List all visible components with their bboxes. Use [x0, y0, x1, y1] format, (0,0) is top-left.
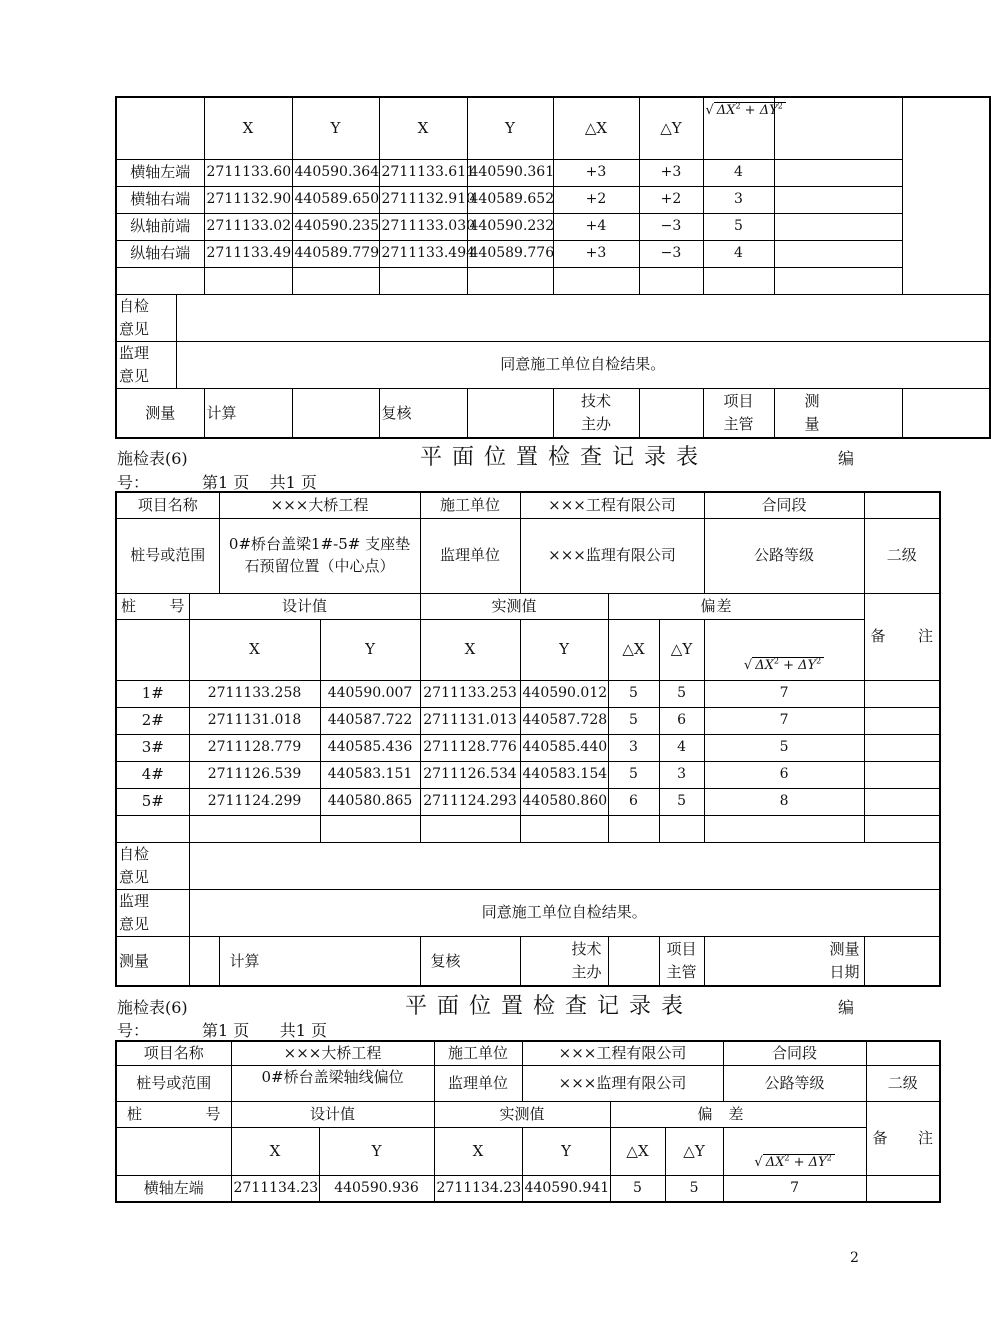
measured-label: 实测值	[420, 593, 608, 619]
sub-header-row	[116, 1127, 940, 1175]
cell: 440580.865	[320, 788, 420, 815]
cell: 5	[704, 734, 864, 761]
design-label: 设计值	[231, 1101, 434, 1127]
cell: 2711128.776	[420, 734, 520, 761]
cell: 5	[659, 680, 704, 707]
table1	[115, 96, 991, 439]
sub-header: X	[420, 619, 520, 680]
table1-sub-header: X	[204, 97, 292, 159]
sign-measure: 测量	[116, 388, 204, 438]
supervision-label: 监理 意见	[116, 341, 176, 388]
cell: 7	[704, 707, 864, 734]
cell: 3	[608, 734, 659, 761]
pile-label: 桩 号	[116, 593, 189, 619]
cell: 2711133.60	[204, 159, 292, 186]
sign-blank	[902, 388, 990, 438]
measured-label: 实测值	[434, 1101, 610, 1127]
sub-header: Y	[522, 1127, 610, 1175]
self-check-row	[116, 842, 940, 889]
sub-header: X	[434, 1127, 522, 1175]
formula: √ $\Delta X^2 + \Delta Y^2$	[754, 1154, 834, 1170]
cell	[864, 761, 940, 788]
station-label: 桩号或范围	[116, 1065, 231, 1101]
info-row	[116, 492, 940, 518]
table-row	[116, 707, 940, 734]
cell: 5	[659, 788, 704, 815]
cell: 2711131.013	[420, 707, 520, 734]
cell	[864, 707, 940, 734]
sign-measure2: 测 量	[774, 388, 902, 438]
hao-label: 号：	[117, 1021, 150, 1040]
table-row	[116, 788, 940, 815]
supervision-unit: ×××监理有限公司	[522, 1065, 723, 1101]
row-label: 纵轴前端	[116, 213, 204, 240]
page-info: 第1 页 共1 页	[202, 473, 317, 492]
hao-label: 号：	[117, 473, 150, 492]
cell: 2711134.23	[434, 1175, 522, 1202]
cell	[866, 1175, 940, 1202]
cell: 2711132.910	[379, 186, 467, 213]
cell: +3	[553, 240, 639, 267]
cell: 4	[703, 240, 774, 267]
group-header-row	[116, 1101, 940, 1127]
sub-header-row	[116, 619, 940, 680]
cell: 440589.776	[467, 240, 553, 267]
sub-header: Y	[520, 619, 608, 680]
cell: 2711133.02	[204, 213, 292, 240]
cell	[864, 734, 940, 761]
table-row	[116, 761, 940, 788]
group-header-row	[116, 593, 940, 619]
construction-unit-label: 施工单位	[420, 492, 520, 518]
cell: 440590.936	[319, 1175, 434, 1202]
signature-row	[116, 936, 940, 986]
cell: 2711133.030	[379, 213, 467, 240]
info-row	[116, 1065, 940, 1101]
table-row	[116, 1175, 940, 1202]
pile-cell: 3#	[116, 734, 189, 761]
sign-blank	[189, 936, 219, 986]
cell: 8	[704, 788, 864, 815]
sign-date: 测量 日期	[704, 936, 864, 986]
supervision-text: 同意施工单位自检结果。	[176, 341, 990, 388]
sign-blank	[608, 936, 659, 986]
info-row	[116, 518, 940, 593]
sub-header: X	[189, 619, 320, 680]
remark-label: 备 注	[864, 593, 940, 680]
supervision-unit-label: 监理单位	[434, 1065, 522, 1101]
table1-sub-header: Y	[292, 97, 379, 159]
row-label: 纵轴右端	[116, 240, 204, 267]
sign-calc: 计算	[219, 936, 420, 986]
cell: 2711126.534	[420, 761, 520, 788]
sub-header: Y	[320, 619, 420, 680]
form-number: 施检表(6)	[117, 998, 188, 1017]
table1-blank	[774, 97, 902, 159]
cell: 2711124.293	[420, 788, 520, 815]
cell: 440583.154	[520, 761, 608, 788]
table1-sub-header: Y	[467, 97, 553, 159]
table-row	[116, 267, 990, 294]
construction-unit: ×××工程有限公司	[522, 1041, 723, 1065]
formula-cell	[704, 619, 864, 680]
cell: 6	[608, 788, 659, 815]
cell	[774, 213, 902, 240]
remark-label: 备 注	[866, 1101, 940, 1175]
cell: 2711133.611	[379, 159, 467, 186]
contract-label: 合同段	[704, 492, 864, 518]
sign-blank	[864, 936, 940, 986]
cell: 440590.232	[467, 213, 553, 240]
construction-unit-label: 施工单位	[434, 1041, 522, 1065]
cell: 6	[704, 761, 864, 788]
formula: √ $\Delta X^2 + \Delta Y^2$	[706, 102, 786, 118]
page-info: 第1 页 共1 页	[202, 1021, 328, 1040]
sign-review: 复核	[379, 388, 467, 438]
pile-label: 桩 号	[116, 1101, 231, 1127]
cell: 440590.007	[320, 680, 420, 707]
station-label: 桩号或范围	[116, 518, 219, 593]
sign-blank	[639, 388, 703, 438]
sub-header: Y	[319, 1127, 434, 1175]
cell	[774, 159, 902, 186]
page-title: 平面位置检查记录表	[420, 445, 709, 470]
cell: 440585.436	[320, 734, 420, 761]
table-row	[116, 680, 940, 707]
sub-header: △X	[608, 619, 659, 680]
cell: +3	[553, 159, 639, 186]
cell: 440585.440	[520, 734, 608, 761]
cell: 6	[659, 707, 704, 734]
self-check-row	[116, 294, 990, 341]
table-row	[116, 159, 990, 186]
cell: +2	[639, 186, 703, 213]
supervision-label: 监理 意见	[116, 889, 189, 936]
form3-table	[115, 1040, 941, 1203]
cell	[774, 240, 902, 267]
supervision-unit: ×××监理有限公司	[520, 518, 704, 593]
sub-header: X	[231, 1127, 319, 1175]
sign-review: 复核	[420, 936, 520, 986]
cell: 440590.361	[467, 159, 553, 186]
table-row	[116, 734, 940, 761]
cell: 2711133.258	[189, 680, 320, 707]
cell: 2711124.299	[189, 788, 320, 815]
cell: 440590.235	[292, 213, 379, 240]
row-label: 横轴左端	[116, 159, 204, 186]
road-grade: 二级	[864, 518, 940, 593]
cell	[774, 186, 902, 213]
cell: 2711132.90	[204, 186, 292, 213]
cell: +3	[639, 159, 703, 186]
cell: 3	[703, 186, 774, 213]
sub-header: △Y	[659, 619, 704, 680]
formula: √ $\Delta X^2 + \Delta Y^2$	[744, 657, 824, 673]
cell: 440590.364	[292, 159, 379, 186]
cell: 440589.779	[292, 240, 379, 267]
self-check-label: 自检 意见	[116, 842, 189, 889]
cell: 5	[608, 761, 659, 788]
construction-unit: ×××工程有限公司	[520, 492, 704, 518]
form-number: 施检表(6)	[117, 449, 188, 468]
table1-block	[115, 96, 991, 439]
sign-measure: 测量	[116, 936, 189, 986]
sub-header: △Y	[665, 1127, 723, 1175]
table1-sub-header: X	[379, 97, 467, 159]
cell: 440580.860	[520, 788, 608, 815]
form2-block	[115, 491, 941, 987]
cell: 4	[703, 159, 774, 186]
table-row	[116, 213, 990, 240]
pile-cell: 1#	[116, 680, 189, 707]
table-row	[116, 240, 990, 267]
cell: 7	[723, 1175, 866, 1202]
self-check-content	[189, 842, 940, 889]
form3-block	[115, 1040, 941, 1203]
cell: 5	[610, 1175, 665, 1202]
bian-label: 编	[838, 449, 855, 468]
cell: 3	[659, 761, 704, 788]
form2-table	[115, 491, 941, 987]
supervision-text: 同意施工单位自检结果。	[189, 889, 940, 936]
cell: 440587.728	[520, 707, 608, 734]
pile-cell: 4#	[116, 761, 189, 788]
design-label: 设计值	[189, 593, 420, 619]
formula-cell	[703, 97, 783, 159]
row-label: 横轴右端	[116, 186, 204, 213]
table-row	[116, 815, 940, 842]
deviation-label: 偏 差	[608, 593, 864, 619]
pile-cell: 5#	[116, 788, 189, 815]
cell	[864, 788, 940, 815]
deviation-label: 偏 差	[610, 1101, 866, 1127]
cell: 5	[665, 1175, 723, 1202]
cell: 2711133.494	[379, 240, 467, 267]
cell: 2711126.539	[189, 761, 320, 788]
cell: −3	[639, 213, 703, 240]
cell: +2	[553, 186, 639, 213]
formula-cell	[723, 1127, 866, 1175]
road-grade-label: 公路等级	[723, 1065, 866, 1101]
cell: 5	[608, 680, 659, 707]
sign-tech: 技术 主办	[520, 936, 608, 986]
table1-sub-header: △Y	[639, 97, 703, 159]
sign-tech: 技术 主办	[553, 388, 639, 438]
cell	[864, 680, 940, 707]
cell: −3	[639, 240, 703, 267]
cell: 440589.650	[292, 186, 379, 213]
pile-cell: 2#	[116, 707, 189, 734]
cell: +4	[553, 213, 639, 240]
project-name-label: 项目名称	[116, 492, 219, 518]
signature-row	[116, 388, 990, 438]
cell: 2711133.49	[204, 240, 292, 267]
self-check-label: 自检 意见	[116, 294, 176, 341]
cell: 2711133.253	[420, 680, 520, 707]
road-grade-label: 公路等级	[704, 518, 864, 593]
contract-value	[864, 492, 940, 518]
table-row	[116, 186, 990, 213]
sign-proj: 项目 主管	[703, 388, 774, 438]
cell: 440583.151	[320, 761, 420, 788]
supervision-row	[116, 889, 940, 936]
supervision-unit-label: 监理单位	[420, 518, 520, 593]
contract-label: 合同段	[723, 1041, 866, 1065]
contract-value	[866, 1041, 940, 1065]
project-name: ×××大桥工程	[219, 492, 420, 518]
station: 0#桥台盖梁1#-5# 支座垫石预留位置（中心点）	[219, 518, 420, 593]
cell: 2711131.018	[189, 707, 320, 734]
project-name-label: 项目名称	[116, 1041, 231, 1065]
cell: 5	[703, 213, 774, 240]
table1-sub-header: △X	[553, 97, 639, 159]
cell: 5	[608, 707, 659, 734]
page-title: 平面位置检查记录表	[405, 994, 694, 1019]
cell: 440590.941	[522, 1175, 610, 1202]
sub-header: △X	[610, 1127, 665, 1175]
page-number: 2	[850, 1250, 859, 1266]
project-name: ×××大桥工程	[231, 1041, 434, 1065]
table1-blank-head	[116, 97, 204, 159]
cell: 440589.652	[467, 186, 553, 213]
row-label: 横轴左端	[116, 1175, 231, 1202]
cell: 4	[659, 734, 704, 761]
sign-proj: 项目 主管	[659, 936, 704, 986]
cell: 2711134.23	[231, 1175, 319, 1202]
self-check-content	[176, 294, 990, 341]
supervision-row	[116, 341, 990, 388]
cell: 2711128.779	[189, 734, 320, 761]
cell: 440590.012	[520, 680, 608, 707]
station: 0#桥台盖梁轴线偏位	[231, 1065, 434, 1101]
info-row	[116, 1041, 940, 1065]
cell: 7	[704, 680, 864, 707]
cell: 440587.722	[320, 707, 420, 734]
road-grade: 二级	[866, 1065, 940, 1101]
sign-calc: 计算	[204, 388, 292, 438]
bian-label: 编	[838, 998, 855, 1017]
sign-blank	[467, 388, 553, 438]
sign-blank	[292, 388, 379, 438]
